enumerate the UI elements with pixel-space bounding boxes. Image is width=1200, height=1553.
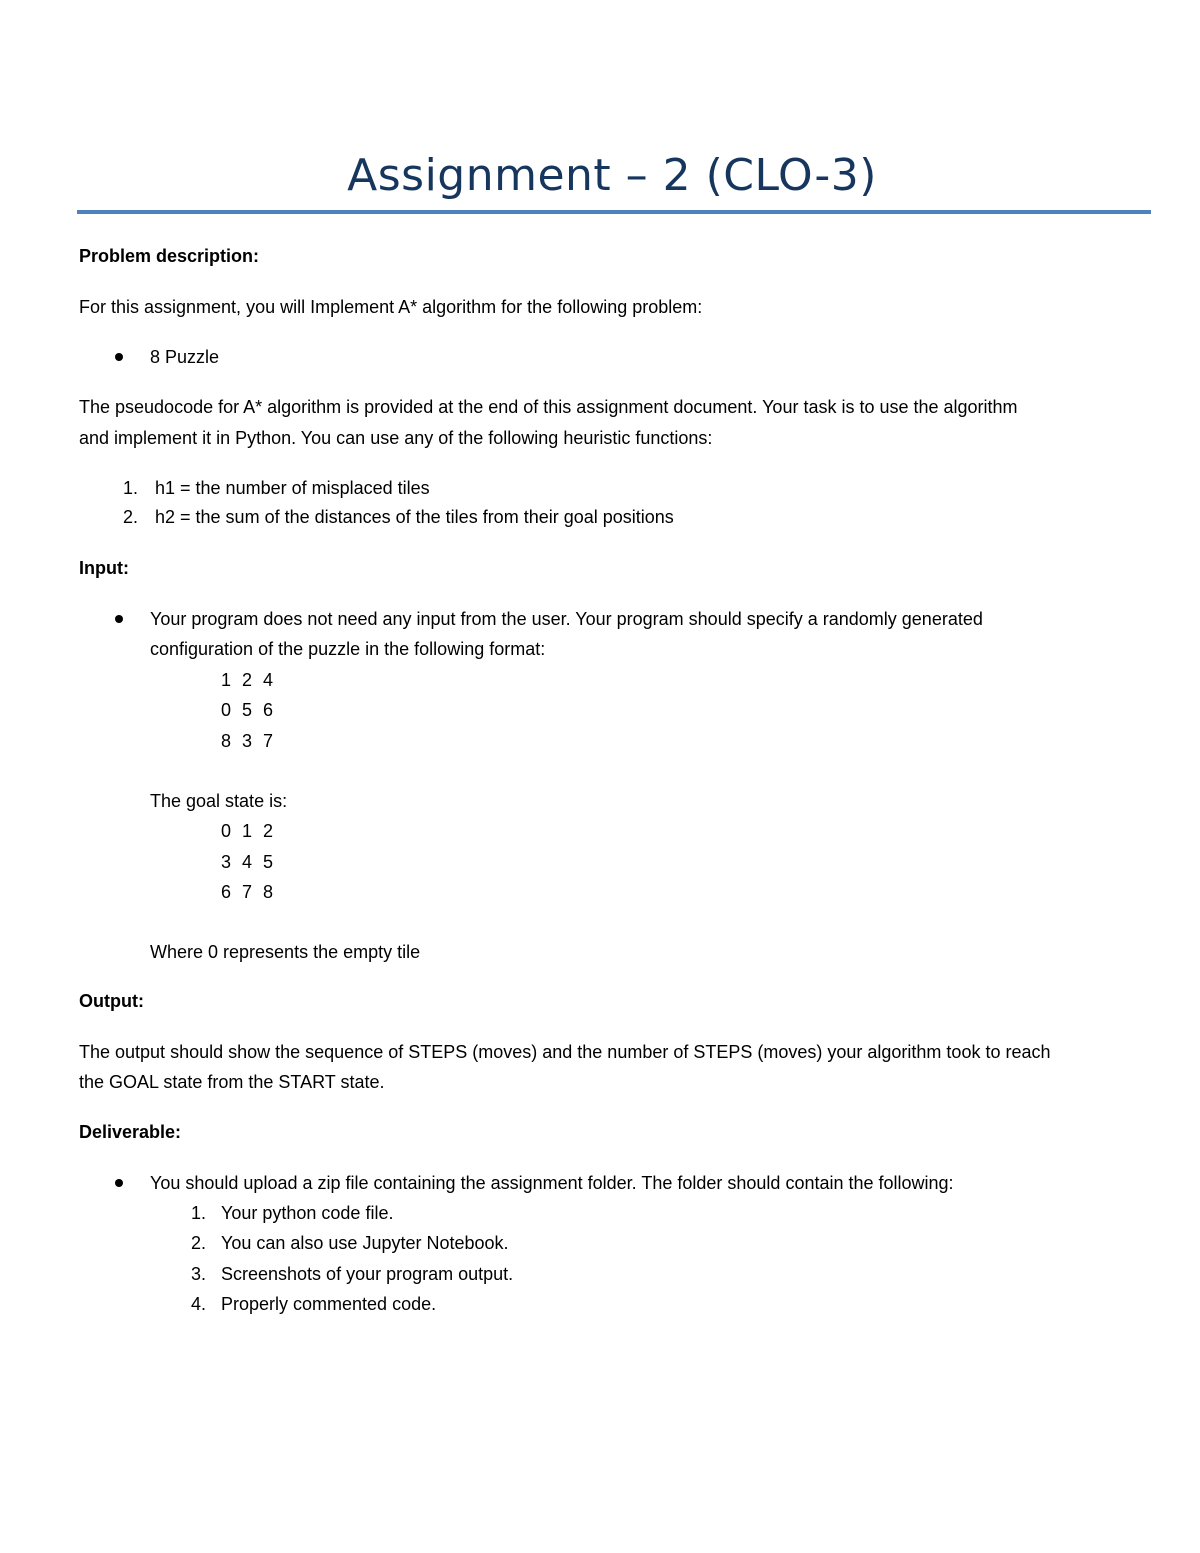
- document-title: Assignment – 2 (CLO-3): [347, 150, 877, 201]
- bullet-dot: [115, 1179, 123, 1187]
- goal-state-row: 3 4 5: [221, 852, 277, 872]
- deliverable-item: You can also use Jupyter Notebook.: [221, 1233, 509, 1253]
- goal-label: The goal state is:: [150, 791, 288, 811]
- problem-bullet: 8 Puzzle: [150, 347, 220, 367]
- goal-state-row: 0 1 2: [221, 821, 277, 841]
- heuristic-item: h1 = the number of misplaced tiles: [155, 478, 430, 498]
- bullet-dot: [115, 615, 123, 623]
- title-underline: [77, 210, 1151, 214]
- deliverable-heading: Deliverable:: [79, 1122, 182, 1142]
- output-heading: Output:: [79, 991, 144, 1011]
- problem-intro: For this assignment, you will Implement A* algorithm for the following problem:: [79, 297, 703, 317]
- deliverable-bullet: You should upload a zip file containing the assignment folder. The folder should contain the following:: [150, 1173, 954, 1193]
- problem-desc-line2: and implement it in Python. You can use any of the following heuristic functions:: [79, 428, 713, 448]
- start-state-row: 0 5 6: [221, 700, 277, 720]
- bullet-dot: [115, 353, 123, 361]
- deliverable-number: 4.: [190, 1294, 206, 1314]
- deliverable-item: Properly commented code.: [221, 1294, 437, 1314]
- heuristic-number: 2.: [122, 507, 138, 527]
- goal-state-row: 6 7 8: [221, 882, 277, 902]
- start-state-row: 8 3 7: [221, 731, 277, 751]
- deliverable-number: 3.: [190, 1264, 206, 1284]
- deliverable-number: 2.: [190, 1233, 206, 1253]
- problem-desc-line1: The pseudocode for A* algorithm is provided at the end of this assignment document. Your task is to use the algorithm: [79, 397, 1018, 417]
- deliverable-number: 1.: [190, 1203, 206, 1223]
- problem-heading: Problem description:: [79, 246, 260, 266]
- deliverable-item: Your python code file.: [221, 1203, 394, 1223]
- input-heading: Input:: [79, 558, 129, 578]
- input-bullet-line2: configuration of the puzzle in the following format:: [150, 639, 546, 659]
- input-bullet-line1: Your program does not need any input from the user. Your program should specify a randomly generated: [150, 609, 983, 629]
- empty-tile-note: Where 0 represents the empty tile: [150, 942, 421, 962]
- heuristic-number: 1.: [122, 478, 138, 498]
- output-line1: The output should show the sequence of STEPS (moves) and the number of STEPS (moves) your algorithm took to reach: [79, 1042, 1051, 1062]
- deliverable-item: Screenshots of your program output.: [221, 1264, 514, 1284]
- output-line2: the GOAL state from the START state.: [79, 1072, 385, 1092]
- start-state-row: 1 2 4: [221, 670, 277, 690]
- heuristic-item: h2 = the sum of the distances of the tiles from their goal positions: [155, 507, 674, 527]
